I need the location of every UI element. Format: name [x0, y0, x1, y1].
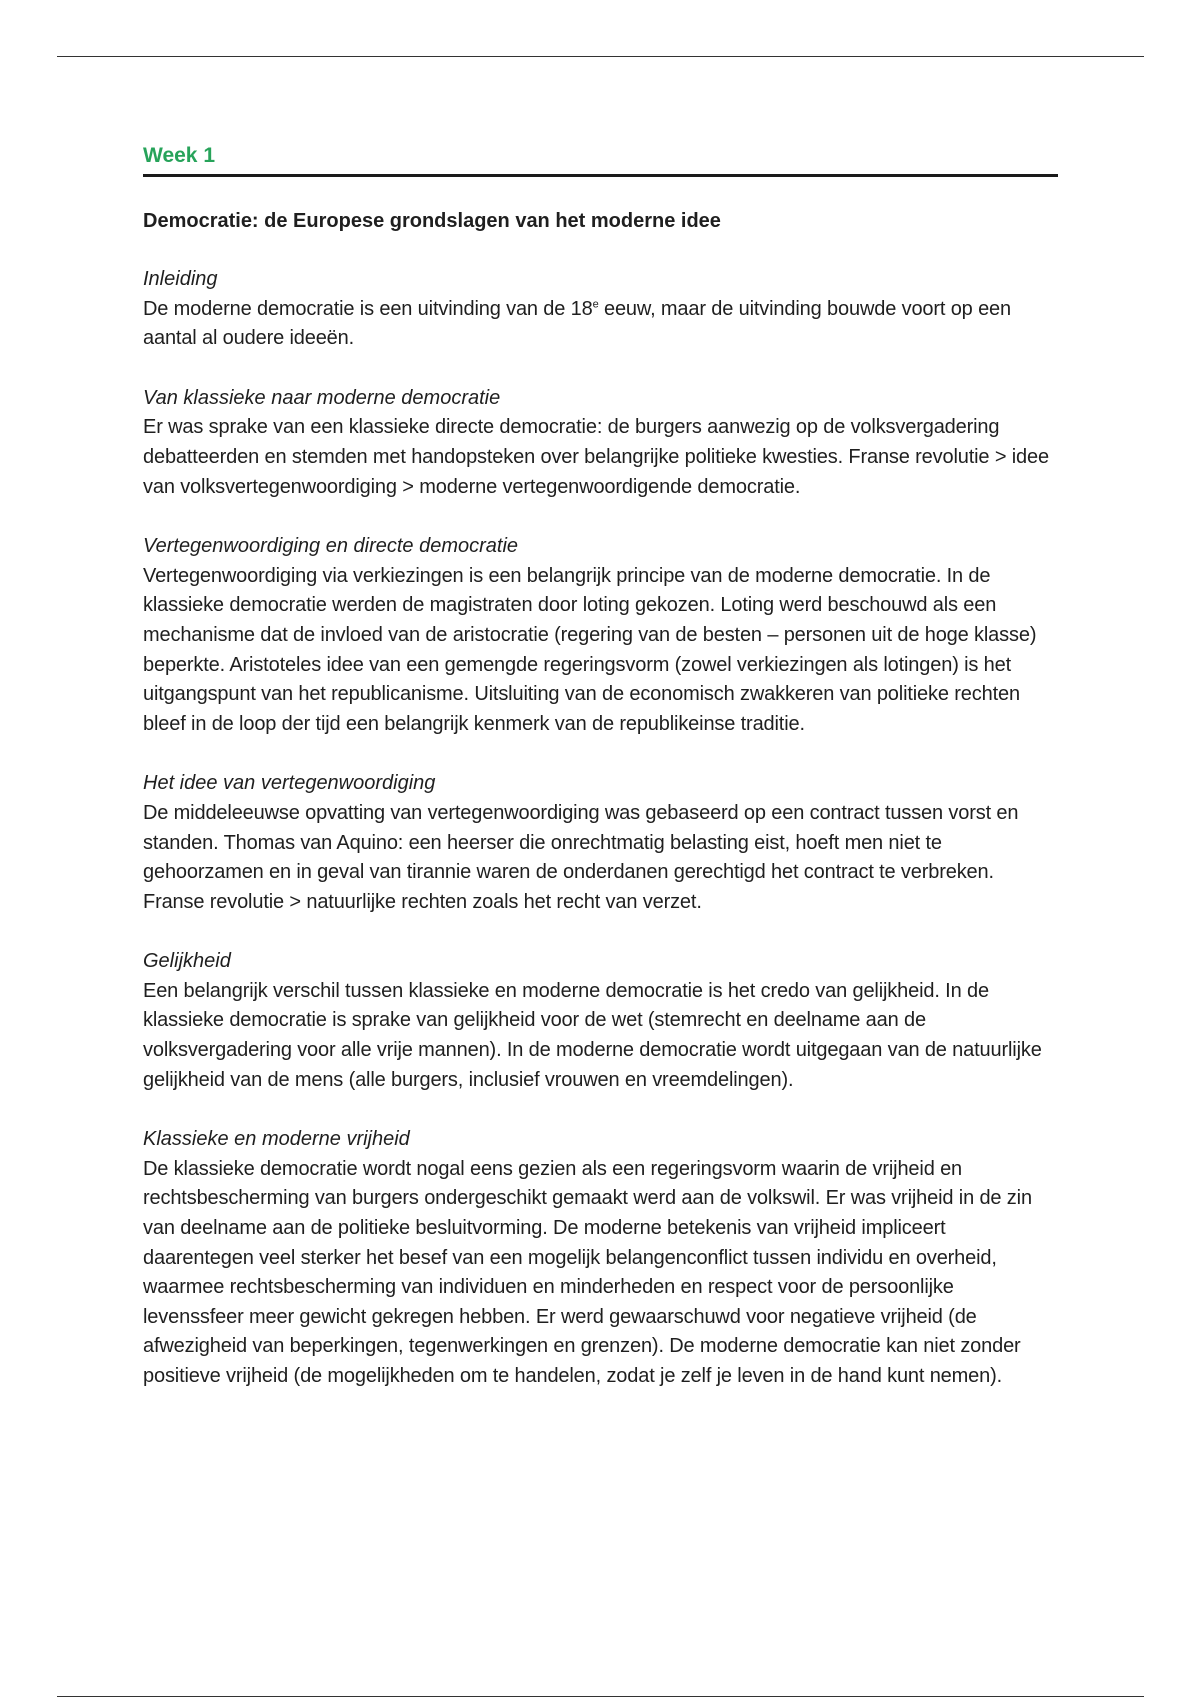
section-body: De klassieke democratie wordt nogal eens gezien als een regeringsvorm waarin de vrijheid en rechtsbescherming van burgers ondergeschikt gemaakt werd aan de volkswil. Er was vrijheid in de zin van deelname aan de politieke besluitvorming. De moderne betekenis van vrijheid impliceert daarentegen veel sterker het besef van een mogelijk belangenconflict tussen individu en overheid, waarmee rechtsbescherming van individuen en minderheden en respect voor de persoonlijke levenssfeer meer gewicht gekregen hebben. Er werd gewaarschuwd voor negatieve vrijheid (de afwezigheid van beperkingen, tegenwerkingen en grenzen). De moderne democratie kan niet zonder positieve vrijheid (de mogelijkheden om te handelen, zodat je zelf je leven in de hand kunt nemen). — [143, 1157, 1032, 1387]
section-vrijheid — [143, 1125, 1058, 1391]
document-content — [143, 141, 1058, 1422]
section-klassieke-naar-moderne — [143, 384, 1058, 502]
page-header-rule — [57, 56, 1144, 57]
ordinal-superscript: e — [592, 297, 599, 310]
document-title: Democratie: de Europese grondslagen van het moderne idee — [143, 210, 721, 232]
section-body — [143, 295, 1058, 354]
section-heading: Gelijkheid — [143, 950, 231, 973]
section-heading: Inleiding — [143, 268, 218, 290]
section-heading: Klassieke en moderne vrijheid — [143, 1128, 410, 1151]
section-gelijkheid — [143, 947, 1058, 1095]
section-heading: Vertegenwoordiging en directe democratie — [143, 535, 519, 558]
section-heading: Het idee van vertegenwoordiging — [143, 772, 436, 795]
page-footer-rule — [57, 1696, 1144, 1697]
section-body: De middeleeuwse opvatting van vertegenwoordiging was gebaseerd op een contract tussen vorst en standen. Thomas van Aquino: een heerser die onrechtmatig belasting eist, hoeft men niet te gehoorzamen en in geval van tirannie waren de onderdanen gerechtigd het contract te verbreken. Franse revolutie > natuurlijke rechten zoals het recht van verzet. — [143, 801, 1019, 913]
body-text-post: eeuw, maar de uitvinding bouwde voort op een aantal al oudere ideeën. — [143, 297, 1011, 350]
section-heading: Van klassieke naar moderne democratie — [143, 386, 501, 409]
section-body: Er was sprake van een klassieke directe democratie: de burgers aanwezig op de volksvergadering debatteerden en stemden met handopsteken over belangrijke politieke kwesties. Franse revolutie > idee van volksvertegenwoordiging > moderne vertegenwoordigende democratie. — [143, 416, 1049, 498]
section-vertegenwoordiging-directe — [143, 532, 1058, 739]
body-text-pre: De moderne democratie is een uitvinding van de 18 — [143, 297, 593, 320]
week-title-underline — [143, 174, 1058, 177]
section-body: Vertegenwoordiging via verkiezingen is een belangrijk principe van de moderne democratie. In de klassieke democratie werden de magistraten door loting gekozen. Loting werd beschouwd als een mechanisme dat de invloed van de aristocratie (regering van de besten – personen uit de hoge klasse) beperkte. Aristoteles idee van een gemengde regeringsvorm (zowel verkiezingen als lotingen) is het uitgangspunt van het republicanisme. Uitsluiting van de economisch zwakkeren van politieke rechten bleef in de loop der tijd een belangrijk kenmerk van de republikeinse traditie. — [143, 564, 1037, 735]
week-title: Week 1 — [143, 144, 215, 167]
section-body: Een belangrijk verschil tussen klassieke en moderne democratie is het credo van gelijkheid. In de klassieke democratie is sprake van gelijkheid voor de wet (stemrecht en deelname aan de volksvergadering voor alle vrije mannen). In de moderne democratie wordt uitgegaan van de natuurlijke gelijkheid van de mens (alle burgers, inclusief vrouwen en vreemdelingen). — [143, 979, 1042, 1091]
section-inleiding — [143, 265, 1058, 354]
section-idee-vertegenwoordiging — [143, 769, 1058, 917]
